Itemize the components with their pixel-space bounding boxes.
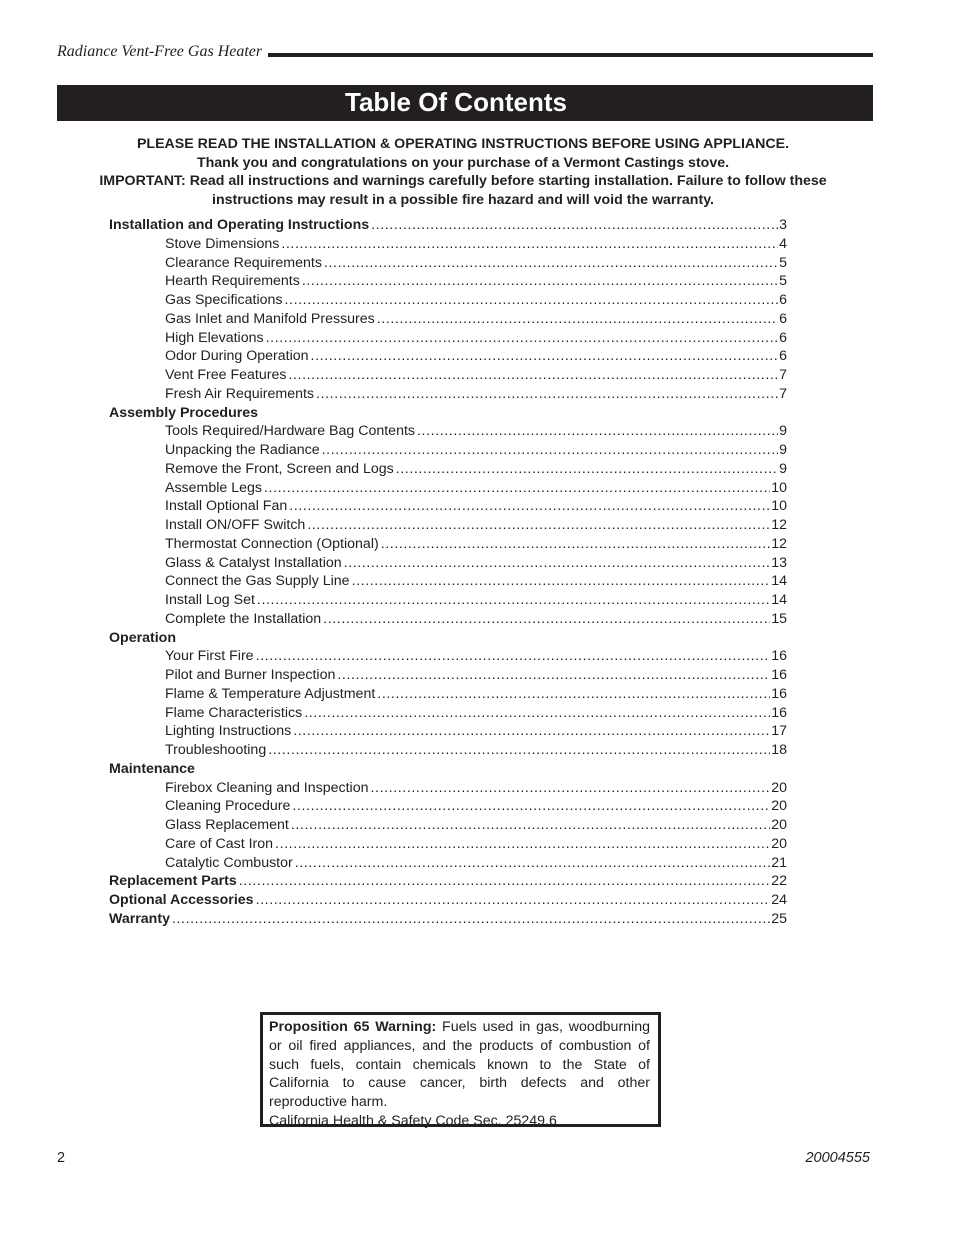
toc-entry-label: Your First Fire [165,648,254,665]
toc-entry[interactable] [109,854,787,873]
toc-entry-label: Pilot and Burner Inspection [165,667,336,683]
toc-entry[interactable] [109,610,787,629]
prop65-body: Fuels used in gas, woodburning or oil fired appliances, and the products of combustion of such fuels, contain chemicals known to the State of California to cause cancer, birth defects and other reproductive harm. [269,1019,650,1110]
dot-leader [322,441,779,460]
page-title: Table Of Contents [345,87,567,117]
toc-entry[interactable] [109,329,787,348]
toc-entry[interactable] [109,254,787,273]
dot-leader [281,235,778,254]
dot-leader [288,366,778,385]
toc-entry-label: Flame & Temperature Adjustment [165,685,376,702]
toc-entry[interactable] [109,310,787,329]
toc-entry-label: Catalytic Combustor [165,854,293,871]
toc-entry-page: 9 [779,423,787,440]
toc-entry[interactable] [109,460,787,479]
toc-entry-label: Care of Cast Iron [165,835,274,852]
toc-entry-page: 20 [771,817,787,833]
toc-entry-page: 10 [771,479,787,496]
toc-entry-label: Flame Characteristics [165,704,303,721]
toc-entry-page: 18 [771,742,787,758]
prop65-text [269,1018,650,1112]
toc-entry-label: Maintenance [109,760,195,777]
toc-entry[interactable] [109,797,787,816]
toc-entry-page: 12 [771,535,787,552]
toc-section-entry[interactable] [109,760,787,779]
dot-leader [307,516,770,535]
toc-entry-label: Install Optional Fan [165,498,288,515]
toc-entry-label: Stove Dimensions [165,235,280,252]
toc-entry[interactable] [109,835,787,854]
toc-entry-label: Odor During Operation [165,348,309,365]
toc-entry-page: 6 [779,310,787,327]
toc-entry-page: 16 [771,648,787,665]
running-header [57,40,873,62]
toc-entry[interactable] [109,554,787,573]
dot-leader [371,216,778,235]
dot-leader [285,291,779,310]
dot-leader [275,835,770,854]
toc-entry-label: Assembly Procedures [109,404,259,421]
toc-entry-label: Optional Accessories [109,892,254,908]
toc-entry-page: 4 [779,235,787,252]
toc-entry-label: Connect the Gas Supply Line [165,573,350,590]
toc-entry[interactable] [109,535,787,554]
dot-leader [289,497,770,516]
dot-leader [302,272,778,291]
intro-line-4: instructions may result in a possible fire hazard and will void the warranty. [212,191,714,208]
toc-entry-label: Lighting Instructions [165,723,292,740]
intro-notice [50,135,876,209]
toc-entry-label: Remove the Front, Screen and Logs [165,460,394,477]
header-rule [268,53,873,57]
dot-leader [377,685,770,704]
dot-leader [370,779,770,798]
toc-entry-page: 22 [771,873,787,890]
toc-entry-page: 6 [779,348,787,365]
toc-section-entry[interactable] [109,404,787,423]
toc-entry[interactable] [109,479,787,498]
toc-entry-page: 7 [779,385,787,402]
prop65-warning-box [260,1012,661,1127]
toc-entry[interactable] [109,385,787,404]
toc-entry-label: Thermostat Connection (Optional) [165,535,379,552]
toc-entry[interactable] [109,647,787,666]
toc-entry-label: Hearth Requirements [165,273,300,290]
toc-entry[interactable] [109,666,787,685]
toc-entry-label: Warranty [109,910,170,927]
toc-entry-label: Fresh Air Requirements [165,385,315,402]
toc-entry[interactable] [109,572,787,591]
toc-entry[interactable] [109,347,787,366]
dot-leader [291,816,770,835]
toc-entry-page: 6 [779,292,787,308]
toc-entry[interactable] [109,366,787,385]
dot-leader [352,572,771,591]
toc-entry-label: Vent Free Features [165,367,287,383]
toc-entry-label: Glass Replacement [165,817,289,833]
dot-leader [292,797,770,816]
toc-entry-label: Install ON/OFF Switch [165,517,306,533]
dot-leader [323,610,770,629]
toc-entry[interactable] [109,685,787,704]
toc-section-entry[interactable] [109,872,787,891]
toc-entry-page: 16 [771,704,787,721]
toc-entry-page: 20 [771,798,787,815]
dot-leader [337,666,770,685]
toc-entry-page: 14 [771,592,787,608]
dot-leader [417,422,778,441]
toc-entry-page: 14 [771,573,787,590]
toc-entry[interactable] [109,422,787,441]
toc-entry[interactable] [109,741,787,760]
toc-entry[interactable] [109,441,787,460]
toc-section-entry[interactable] [109,216,787,235]
toc-entry[interactable] [109,704,787,723]
toc-entry-page: 5 [779,273,787,290]
toc-entry[interactable] [109,497,787,516]
toc-list [109,216,787,929]
prop65-lead: Proposition 65 Warning: [269,1019,437,1035]
intro-line-2: Thank you and congratulations on your purchase of a Vermont Castings stove. [196,154,730,171]
dot-leader [266,329,779,348]
toc-entry-label: High Elevations [165,329,264,346]
toc-section-entry[interactable] [109,891,787,910]
toc-entry-page: 3 [779,217,787,233]
toc-entry-label: Replacement Parts [109,873,237,890]
toc-entry-label: Tools Required/Hardware Bag Contents [165,423,415,440]
prop65-citation: California Health & Safety Code Sec. 25249.6 [269,1112,557,1129]
toc-entry-label: Unpacking the Radiance [165,442,320,458]
toc-entry-label: Glass & Catalyst Installation [165,554,342,571]
toc-entry-page: 16 [771,667,787,683]
toc-entry-page: 9 [779,442,787,458]
toc-entry-page: 20 [771,835,787,852]
dot-leader [295,854,770,873]
toc-entry-page: 25 [771,910,787,927]
toc-entry-label: Complete the Installation [165,610,322,627]
dot-leader [172,910,770,929]
dot-leader [377,310,778,329]
toc-entry[interactable] [109,816,787,835]
intro-line-1: PLEASE READ THE INSTALLATION & OPERATING INSTRUCTIONS BEFORE USING APPLIANCE. [136,136,790,152]
toc-entry-label: Troubleshooting [165,742,267,758]
dot-leader [257,591,770,610]
toc-entry[interactable] [109,722,787,741]
toc-entry[interactable] [109,235,787,254]
toc-entry-page: 6 [779,329,787,346]
toc-entry-label: Clearance Requirements [165,254,322,271]
toc-entry-page: 17 [771,723,787,740]
toc-entry-page: 12 [771,517,787,533]
dot-leader [268,741,770,760]
dot-leader [264,479,770,498]
dot-leader [256,647,771,666]
toc-entry-page: 20 [771,779,787,796]
page-number: 2 [57,1150,66,1166]
toc-entry-page: 16 [771,685,787,702]
toc-entry[interactable] [109,591,787,610]
document-number: 20004555 [805,1150,870,1166]
toc-entry[interactable] [109,291,787,310]
toc-entry-page: 13 [771,554,787,571]
toc-entry-label: Gas Specifications [165,292,283,308]
running-title: Radiance Vent-Free Gas Heater [57,43,263,60]
toc-entry-page: 24 [771,892,787,908]
toc-entry-label: Operation [109,629,177,646]
toc-entry-page: 7 [779,367,787,383]
toc-entry-label: Gas Inlet and Manifold Pressures [165,310,375,327]
dot-leader [304,704,770,723]
toc-entry-page: 5 [779,254,787,271]
toc-section-entry[interactable] [109,910,787,929]
toc-entry-label: Installation and Operating Instructions [109,217,370,233]
intro-line-3: IMPORTANT: Read all instructions and warnings carefully before starting installation. Failure to follow these [99,173,827,189]
dot-leader [324,254,778,273]
toc-entry-page: 15 [771,610,787,627]
dot-leader [311,347,779,366]
toc-entry-label: Firebox Cleaning and Inspection [165,779,369,796]
toc-entry-label: Cleaning Procedure [165,798,291,815]
dot-leader [396,460,778,479]
toc-banner [57,85,873,121]
toc-entry-label: Assemble Legs [165,479,262,496]
toc-entry[interactable] [109,779,787,798]
dot-leader [256,891,771,910]
toc-entry[interactable] [109,516,787,535]
toc-section-entry[interactable] [109,629,787,648]
toc-entry-page: 21 [771,854,787,871]
toc-entry[interactable] [109,272,787,291]
toc-entry-page: 9 [779,460,787,477]
dot-leader [344,554,771,573]
dot-leader [293,722,770,741]
dot-leader [239,872,770,891]
toc-entry-page: 10 [771,498,787,515]
dot-leader [316,385,778,404]
toc-entry-label: Install Log Set [165,592,255,608]
dot-leader [381,535,771,554]
